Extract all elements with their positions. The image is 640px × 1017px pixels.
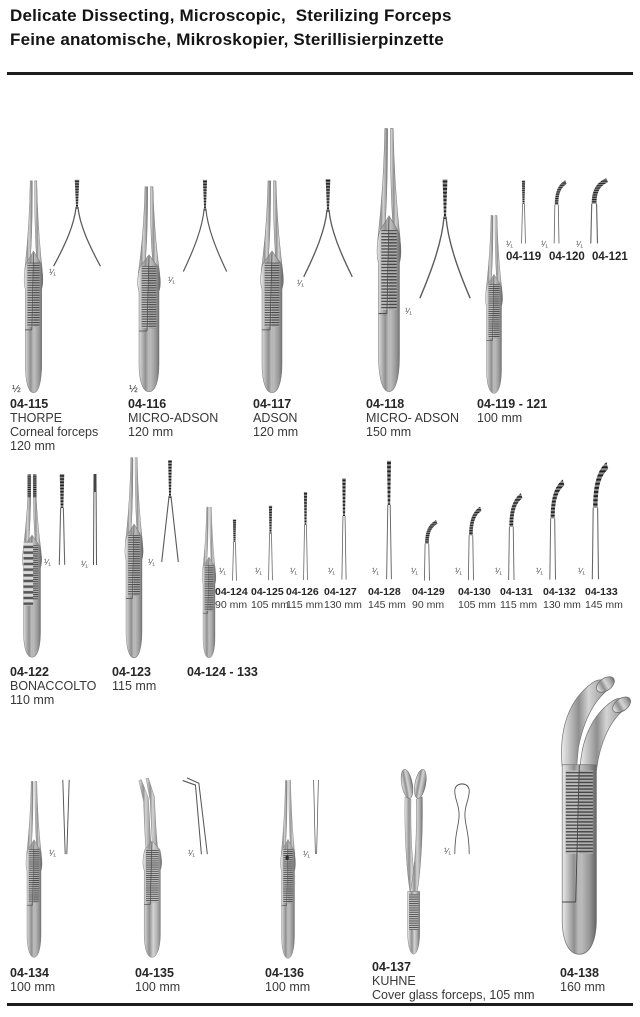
scale-mark: ¹⁄₁: [411, 566, 419, 576]
tip-detail-04-117: [300, 177, 356, 289]
scale-mark: ½: [129, 383, 138, 395]
scale-mark: ¹⁄₁: [49, 267, 57, 277]
illustration-04-119-121: [479, 213, 509, 397]
illustration-04-124-133: [197, 505, 221, 661]
tip-detail-04-136: [310, 778, 322, 856]
tip-detail-04-120: [550, 178, 568, 245]
series-size: 90 mm: [215, 599, 248, 611]
tip-detail-04-137: [449, 776, 475, 856]
scale-mark: ¹⁄₁: [297, 278, 305, 288]
series-label-04-129: [412, 586, 445, 612]
tip-detail-04-121: [585, 176, 610, 245]
scale-mark: ¹⁄₁: [444, 846, 452, 856]
series-label-04-125: [251, 586, 289, 612]
product-size: 150 mm: [366, 425, 412, 439]
product-code: 04-124 - 133: [187, 665, 258, 679]
series-size: 145 mm: [585, 599, 623, 611]
product-size: 160 mm: [560, 980, 606, 994]
tip-illustration-04-133: [587, 458, 610, 582]
product-label-04-136: [265, 966, 310, 994]
product-label-04-138: [560, 966, 605, 994]
series-code: 04-131: [500, 586, 533, 598]
product-label-04-115: [10, 397, 98, 453]
product-label-04-116: [128, 397, 218, 439]
series-code: 04-127: [324, 586, 357, 598]
series-size: 130 mm: [543, 599, 581, 611]
series-code: 04-128: [368, 586, 401, 598]
series-size: 130 mm: [324, 599, 362, 611]
tip-illustration-04-125: [264, 504, 277, 582]
product-code: 04-135: [135, 966, 174, 980]
tip-detail-04-118: [416, 177, 474, 313]
illustration-04-115: [17, 178, 50, 397]
product-size: 100 mm: [477, 411, 523, 425]
tip-detail-04-119: [517, 179, 530, 245]
illustration-04-135: [134, 777, 170, 961]
tip-illustration-04-130: [464, 504, 483, 582]
scale-mark: ¹⁄₁: [290, 566, 298, 576]
tip-detail-04-135: [181, 776, 215, 856]
product-size: 100 mm: [265, 980, 311, 994]
tip-detail-04-115: [50, 178, 104, 277]
scale-mark: ¹⁄₁: [328, 566, 336, 576]
product-code: 04-136: [265, 966, 304, 980]
scale-mark: ¹⁄₁: [81, 559, 89, 569]
series-label-04-126: [286, 586, 323, 612]
product-label-04-118: [366, 397, 459, 439]
product-size: 120 mm: [128, 425, 174, 439]
product-name: ADSON: [253, 411, 298, 425]
tip-illustration-04-128: [381, 458, 397, 582]
tip-detail-04-122-front: [53, 472, 71, 567]
scale-mark: ¹⁄₁: [255, 566, 263, 576]
illustration-04-117: [252, 178, 292, 397]
product-label-04-117: [253, 397, 298, 439]
product-name: BONACCOLTO: [10, 679, 97, 693]
product-label-04-122: [10, 665, 96, 707]
product-desc: Corneal forceps: [10, 425, 99, 439]
scale-mark: ¹⁄₁: [405, 306, 413, 316]
scale-mark: ¹⁄₁: [168, 275, 176, 285]
tip-label-04-119: 04-119: [506, 251, 542, 263]
product-code: 04-138: [560, 966, 599, 980]
illustration-04-116: [129, 184, 169, 396]
illustration-04-136: [275, 778, 301, 962]
series-label-04-133: [585, 586, 623, 612]
product-desc: Cover glass forceps, 105 mm: [372, 988, 535, 1002]
product-code: 04-137: [372, 960, 411, 974]
series-label-04-127: [324, 586, 362, 612]
product-size: 100 mm: [10, 980, 56, 994]
series-label-04-132: [543, 586, 581, 612]
scale-mark: ¹⁄₁: [219, 566, 227, 576]
product-code: 04-116: [128, 397, 167, 411]
scale-mark: ½: [12, 383, 21, 395]
product-name: MICRO-ADSON: [128, 411, 219, 425]
product-name: MICRO- ADSON: [366, 411, 460, 425]
product-label-04-137: [372, 960, 535, 1002]
series-code: 04-126: [286, 586, 319, 598]
series-size: 145 mm: [368, 599, 406, 611]
series-code: 04-130: [458, 586, 491, 598]
series-size: 115 mm: [286, 599, 324, 611]
product-label-04-135: [135, 966, 180, 994]
scale-mark: ¹⁄₁: [455, 566, 463, 576]
page-title-de: Feine anatomische, Mikroskopier, Sterillisierpinzette: [10, 30, 444, 49]
scale-mark: ¹⁄₁: [303, 849, 311, 859]
series-size: 115 mm: [500, 599, 538, 611]
tip-illustration-04-124: [228, 518, 241, 582]
tip-illustration-04-126: [299, 490, 312, 582]
product-code: 04-119 - 121: [477, 397, 548, 411]
illustration-04-134: [20, 779, 48, 961]
page-title-en: Delicate Dissecting, Microscopic, Sterilizing Forceps: [10, 6, 452, 25]
product-code: 04-122: [10, 665, 49, 679]
series-size: 105 mm: [458, 599, 496, 611]
product-name: KUHNE: [372, 974, 416, 988]
series-code: 04-132: [543, 586, 576, 598]
illustration-04-137: [393, 766, 433, 958]
scale-mark: ¹⁄₁: [576, 239, 584, 249]
product-label-04-134: [10, 966, 55, 994]
tip-illustration-04-132: [545, 476, 566, 582]
scale-mark: ¹⁄₁: [188, 848, 196, 858]
product-name: THORPE: [10, 411, 63, 425]
scale-mark: ¹⁄₁: [49, 848, 57, 858]
product-size: 115 mm: [112, 679, 157, 693]
scale-mark: ¹⁄₁: [148, 557, 156, 567]
series-code: 04-133: [585, 586, 618, 598]
tip-label-04-121: 04-121: [592, 251, 628, 263]
tip-label-04-120: 04-120: [549, 251, 585, 263]
product-code: 04-134: [10, 966, 49, 980]
product-size: 120 mm: [10, 439, 56, 453]
scale-mark: ¹⁄₁: [541, 239, 549, 249]
bottom-rule: [7, 1003, 633, 1006]
series-label-04-124: [215, 586, 248, 612]
product-size: 110 mm: [10, 693, 55, 707]
product-code: 04-117: [253, 397, 292, 411]
tip-illustration-04-127: [337, 476, 351, 582]
series-label-04-128: [368, 586, 406, 612]
tip-detail-04-134: [58, 778, 74, 856]
tip-illustration-04-129: [420, 518, 439, 582]
tip-detail-04-122-side: [90, 472, 100, 567]
illustration-04-123: [118, 455, 150, 662]
tip-detail-04-116: [180, 178, 230, 283]
product-size: 100 mm: [135, 980, 181, 994]
top-rule: [7, 72, 633, 75]
product-code: 04-118: [366, 397, 405, 411]
scale-mark: ¹⁄₁: [536, 566, 544, 576]
tip-detail-04-123: [158, 458, 182, 564]
scale-mark: ¹⁄₁: [372, 566, 380, 576]
scale-mark: ¹⁄₁: [578, 566, 586, 576]
series-label-04-131: [500, 586, 537, 612]
tip-illustration-04-131: [504, 490, 524, 582]
product-label-04-119-121: [477, 397, 547, 425]
scale-mark: ¹⁄₁: [495, 566, 503, 576]
series-code: 04-125: [251, 586, 284, 598]
series-code: 04-129: [412, 586, 445, 598]
series-code: 04-124: [215, 586, 248, 598]
series-size: 90 mm: [412, 599, 445, 611]
illustration-04-118: [368, 125, 413, 397]
scale-mark: ¹⁄₁: [506, 239, 514, 249]
product-label-04-123: [112, 665, 156, 693]
product-code: 04-123: [112, 665, 151, 679]
series-size: 105 mm: [251, 599, 289, 611]
illustration-04-138: [528, 670, 636, 960]
series-label-04-130: [458, 586, 496, 612]
product-label-04-124-133: [187, 665, 258, 679]
scale-mark: ¹⁄₁: [44, 557, 52, 567]
product-code: 04-115: [10, 397, 49, 411]
product-size: 120 mm: [253, 425, 299, 439]
